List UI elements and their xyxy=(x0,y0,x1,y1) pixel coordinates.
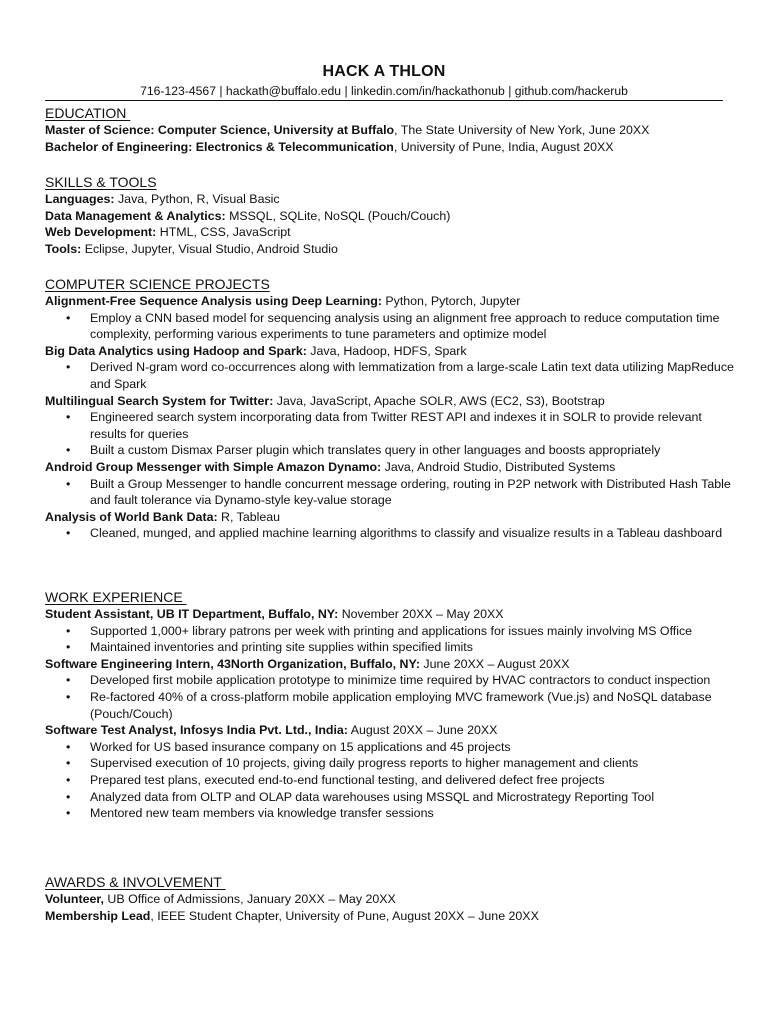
bullet-item: • Built a custom Dismax Parser plugin which translates query in other languages and boosts appropriately xyxy=(90,442,735,459)
skill-list: HTML, CSS, JavaScript xyxy=(156,225,291,240)
applicant-name: HACK A THLON xyxy=(322,63,446,80)
bullet-item: • Worked for US based insurance company on 15 applications and 45 projects xyxy=(90,739,735,756)
skill-line xyxy=(45,208,735,225)
job-title: Software Engineering Intern, 43North Organization, Buffalo, NY: xyxy=(45,656,420,671)
work-section xyxy=(45,589,735,822)
section-title-work: WORK EXPERIENCE xyxy=(45,589,187,605)
job-title: Student Assistant, UB IT Department, Buffalo, NY: xyxy=(45,607,339,621)
skill-line xyxy=(45,224,735,241)
job-title: Software Test Analyst, Infosys India Pvt. Ltd., India: xyxy=(45,723,348,738)
bullet-item: • Re-factored 40% of a cross-platform mobile application employing MVC framework (Vue.js) and NoSQL database (Pouch/Couch) xyxy=(90,689,735,722)
project-name: Analysis of World Bank Data: xyxy=(45,509,218,524)
skill-category: Languages: xyxy=(45,192,115,206)
bullet-item: • Derived N-gram word co-occurrences along with lemmatization from a large-scale Latin text data utilizing MapReduce and Spark xyxy=(90,359,735,392)
project-stack: Java, JavaScript, Apache SOLR, AWS (EC2, S3), Bootstrap xyxy=(273,393,605,408)
education-entry xyxy=(45,122,735,139)
job-bullets xyxy=(45,623,735,656)
project-heading xyxy=(45,509,735,526)
bullet-item: • Built a Group Messenger to handle concurrent message ordering, routing in P2P network with Distributed Hash Table and fault tolerance via Dynamo-style key-value storage xyxy=(90,476,735,509)
project-stack: R, Tableau xyxy=(217,509,281,524)
project-bullets xyxy=(45,409,735,459)
skill-list: MSSQL, SQLite, NoSQL (Pouch/Couch) xyxy=(225,208,451,223)
section-title-skills: SKILLS & TOOLS xyxy=(45,174,157,190)
degree-detail: , University of Pune, India, August 20XX xyxy=(393,139,614,154)
bullet-item: • Employ a CNN based model for sequencing analysis using an alignment free approach to reduce computation time complexity, performing various experiments to tune parameters and optimize model xyxy=(90,310,735,343)
award-role: Membership Lead xyxy=(45,908,151,923)
project-stack: Java, Android Studio, Distributed Systems xyxy=(381,459,616,474)
bullet-item: • Analyzed data from OLTP and OLAP data warehouses using MSSQL and Microstrategy Reporting Tool xyxy=(90,789,735,806)
job-dates: November 20XX – May 20XX xyxy=(338,607,504,621)
projects-section xyxy=(45,276,735,542)
section-title-education: EDUCATION xyxy=(45,105,131,121)
education-section xyxy=(45,105,735,155)
award-role: Volunteer, xyxy=(45,892,104,906)
skill-list: Java, Python, R, Visual Basic xyxy=(114,192,280,206)
project-bullets xyxy=(45,310,735,343)
award-detail: , IEEE Student Chapter, University of Pune, August 20XX – June 20XX xyxy=(150,908,539,923)
project-heading xyxy=(45,393,735,410)
section-title-projects: COMPUTER SCIENCE PROJECTS xyxy=(45,276,270,292)
project-name: Android Group Messenger with Simple Amazon Dynamo: xyxy=(45,459,382,474)
project-bullets xyxy=(45,359,735,392)
degree-detail: , The State University of New York, June 20XX xyxy=(394,123,650,137)
award-entry xyxy=(45,908,735,925)
job-heading xyxy=(45,722,735,739)
job-dates: June 20XX – August 20XX xyxy=(419,656,570,671)
header-divider xyxy=(45,100,723,101)
project-name: Multilingual Search System for Twitter: xyxy=(45,393,274,408)
bullet-item: • Supervised execution of 10 projects, giving daily progress reports to higher management and clients xyxy=(90,755,735,772)
bullet-item: • Engineered search system incorporating data from Twitter REST API and indexes it in SOLR to provide relevant results for queries xyxy=(90,409,735,442)
project-heading xyxy=(45,343,735,360)
job-heading xyxy=(45,606,735,623)
project-bullets xyxy=(45,525,735,542)
project-stack: Java, Hadoop, HDFS, Spark xyxy=(306,343,467,358)
contact-line: 716-123-4567 | hackath@buffalo.edu | linkedin.com/in/hackathonub | github.com/hackerub xyxy=(140,84,628,98)
skill-line xyxy=(45,191,735,208)
bullet-item: • Developed first mobile application prototype to minimize time required by HVAC contractors to conduct inspection xyxy=(90,672,735,689)
skill-list: Eclipse, Jupyter, Visual Studio, Android Studio xyxy=(81,241,338,256)
bullet-item: • Supported 1,000+ library patrons per week with printing and applications for issues mainly involving MS Office xyxy=(90,623,735,640)
award-entry xyxy=(45,891,735,908)
job-heading xyxy=(45,656,735,673)
skills-section xyxy=(45,174,735,257)
project-name: Alignment-Free Sequence Analysis using Deep Learning: xyxy=(45,294,382,308)
award-detail: UB Office of Admissions, January 20XX – May 20XX xyxy=(103,892,396,906)
bullet-item: • Cleaned, munged, and applied machine learning algorithms to classify and visualize results in a Tableau dashboard xyxy=(90,525,735,542)
bullet-item: • Prepared test plans, executed end-to-end functional testing, and delivered defect free projects xyxy=(90,772,735,789)
skill-line xyxy=(45,241,735,258)
project-heading xyxy=(45,293,735,310)
project-name: Big Data Analytics using Hadoop and Spark: xyxy=(45,343,307,358)
job-bullets xyxy=(45,739,735,822)
project-heading xyxy=(45,459,735,476)
degree-title: Master of Science: Computer Science, University at Buffalo xyxy=(45,123,395,137)
skill-category: Data Management & Analytics: xyxy=(45,208,226,223)
degree-title: Bachelor of Engineering: Electronics & Telecommunication xyxy=(45,139,394,154)
education-entry xyxy=(45,139,735,156)
project-stack: Python, Pytorch, Jupyter xyxy=(381,294,521,308)
job-bullets xyxy=(45,672,735,722)
bullet-item: • Maintained inventories and printing site supplies within specified limits xyxy=(90,639,735,656)
project-bullets xyxy=(45,476,735,509)
section-title-awards: AWARDS & INVOLVEMENT xyxy=(45,874,226,890)
awards-section xyxy=(45,874,735,924)
job-dates: August 20XX – June 20XX xyxy=(347,723,498,738)
bullet-item: • Mentored new team members via knowledge transfer sessions xyxy=(90,805,735,822)
skill-category: Tools: xyxy=(45,241,82,256)
skill-category: Web Development: xyxy=(45,225,157,240)
